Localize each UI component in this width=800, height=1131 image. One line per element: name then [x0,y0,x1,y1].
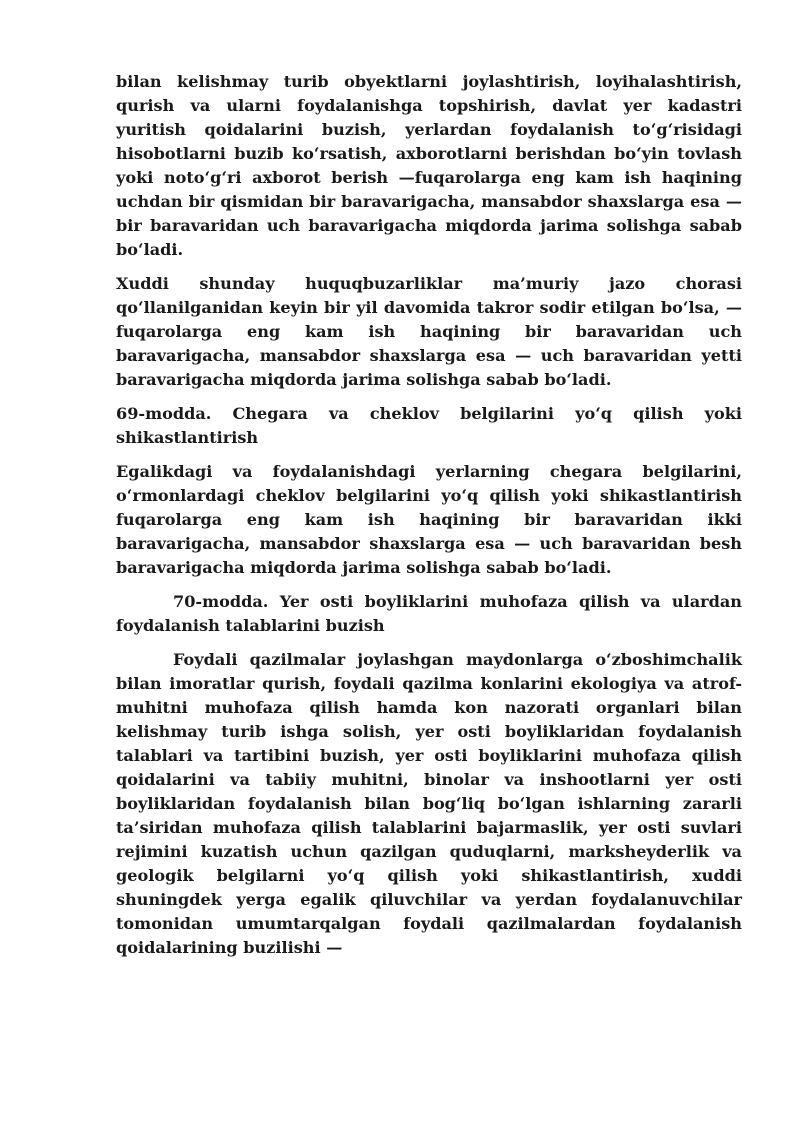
body-paragraph: Xuddi shunday huquqbuzarliklar ma’muriy jazo chorasi qo‘llanilganidan keyin bir yil davomida takror sodir etilgan bo‘lsa, —fuqarolarga eng kam ish haqining bir baravaridan uch baravarigacha, mansabdor shaxslarga esa — uch baravaridan yetti baravarigacha miqdorda jarima solishga sabab bo‘ladi. [116,274,742,389]
body-paragraph: Foydali qazilmalar joylashgan maydonlarga o‘zboshimchalik bilan imoratlar qurish, foydali qazilma konlarini ekologiya va atrof-muhitni muhofaza qilish hamda kon nazorati organlari bilan kelishmay turib ishga solish, yer osti boyliklaridan foydalanish talablari va tartibini buzish, yer osti boyliklarini muhofaza qilish qoidalarini va tabiiy muhitni, binolar va inshootlarni yer osti boyliklaridan foydalanish bilan bog‘liq bo‘lgan ishlarning zararli ta’siridan muhofaza qilish talablarini bajarmaslik, yer osti suvlari rejimini kuzatish uchun qazilgan quduqlarni, marksheyderlik va geologik belgilarni yo‘q qilish yoki shikastlantirish, xuddi shuningdek yerga egalik qiluvchilar va yerdan foydalanuvchilar tomonidan umumtarqalgan foydali qazilmalardan foydalanish qoidalarining buzilishi — [116,650,742,957]
body-paragraph: Egalikdagi va foydalanishdagi yerlarning chegara belgilarini, o‘rmonlardagi cheklov belgilarini yo‘q qilish yoki shikastlantirish fuqarolarga eng kam ish haqining bir baravaridan ikki baravarigacha, mansabdor shaxslarga esa — uch baravaridan besh baravarigacha miqdorda jarima solishga sabab bo‘ladi. [116,462,742,577]
body-paragraph: bilan kelishmay turib obyektlarni joylashtirish, loyihalashtirish, qurish va ularni foydalanishga topshirish, davlat yer kadastri yuritish qoidalarini buzish, yerlardan foydalanish to‘g‘risidagi hisobotlarni buzib ko‘rsatish, axborotlarni berishdan bo‘yin tovlash yoki noto‘g‘ri axborot berish —fuqarolarga eng kam ish haqining uchdan bir qismidan bir baravarigacha, mansabdor shaxslarga esa — bir baravaridan uch baravarigacha miqdorda jarima solishga sabab bo‘ladi. [116,72,742,259]
document-page [116,70,742,970]
article-heading-70: 70-modda. Yer osti boyliklarini muhofaza qilish va ulardan foydalanish talablarini buzish [116,592,742,635]
article-heading-69: 69-modda. Chegara va cheklov belgilarini yo‘q qilish yoki shikastlantirish [116,404,742,447]
